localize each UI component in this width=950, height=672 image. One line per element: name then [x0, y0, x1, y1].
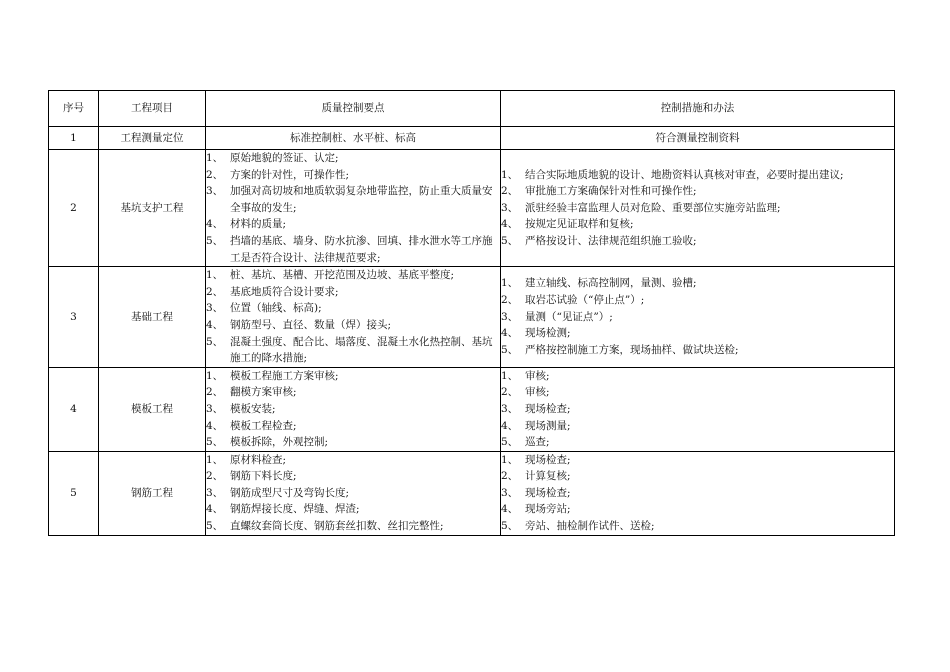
list-item: 3、 钢筋成型尺寸及弯钩长度; [206, 486, 350, 499]
list-item: 4、 现场测量; [501, 419, 571, 432]
row-control-points [206, 367, 501, 451]
list-item: 2、 计算复核; [501, 470, 571, 483]
list-item: 2、 审核; [501, 386, 550, 399]
header-serial-no: 序号 [49, 91, 99, 127]
list-item: 3、 量测（“见证点”）; [501, 310, 613, 323]
list-item: 1、 模板工程施工方案审核; [206, 369, 339, 382]
list-item: 2、 取岩芯试验（“停止点”）; [501, 294, 645, 307]
list-item: 5、 模板拆除，外观控制; [206, 436, 329, 449]
list-item: 1、 现场检查; [501, 453, 571, 466]
list-item: 5、 旁站、抽检制作试件、送检; [501, 520, 655, 533]
row-number: 3 [49, 267, 99, 368]
list-item: 2、 基底地质符合设计要求; [206, 285, 339, 298]
list-item: 3、 加强对高切坡和地质软弱复杂地带监控，防止重大质量安全事故的发生; [206, 185, 493, 214]
row-control-points [206, 150, 501, 267]
list-item: 5、 挡墙的基底、墙身、防水抗渗、回填、排水泄水等工序施工是否符合设计、法律规范要求; [206, 234, 493, 264]
list-item: 4、 按规定见证取样和复核; [501, 218, 634, 231]
list-item: 5、 严格按控制施工方案，现场抽样、做试块送检; [501, 343, 739, 356]
row-control-measures [501, 451, 895, 535]
row-control-measures [501, 267, 895, 368]
list-item: 1、 结合实际地质地貌的设计、地勘资料认真核对审查，必要时提出建议; [501, 168, 844, 181]
list-item: 3、 现场检查; [501, 486, 571, 499]
list-item: 1、 建立轴线、标高控制网，量测、验槽; [501, 277, 697, 290]
row-control-points: 标准控制桩、水平桩、标高 [206, 127, 501, 150]
row-number: 4 [49, 367, 99, 451]
header-project: 工程项目 [99, 91, 206, 127]
list-item: 4、 材料的质量; [206, 218, 287, 231]
table-header-row [49, 91, 895, 127]
list-item: 3、 模板安装; [206, 402, 276, 415]
row-control-points [206, 451, 501, 535]
list-item: 3、 现场检查; [501, 402, 571, 415]
list-item: 5、 混凝土强度、配合比、塌落度、混凝土水化热控制、基坑施工的降水措施; [206, 335, 493, 365]
row-control-points [206, 267, 501, 368]
row-control-measures [501, 150, 895, 267]
list-item: 2、 翻模方案审核; [206, 386, 297, 399]
list-item: 4、 现场旁站; [501, 503, 571, 516]
row-number: 2 [49, 150, 99, 267]
row-control-measures: 符合测量控制资料 [501, 127, 895, 150]
list-item: 3、 位置（轴线、标高); [206, 302, 322, 315]
list-item: 5、 巡查; [501, 436, 550, 449]
row-project: 工程测量定位 [99, 127, 206, 150]
table-row [49, 451, 895, 535]
header-control-points: 质量控制要点 [206, 91, 501, 127]
table-row [49, 127, 895, 150]
list-item: 4、 钢筋焊接长度、焊缝、焊渣; [206, 503, 360, 516]
list-item: 2、 钢筋下料长度; [206, 470, 297, 483]
list-item: 1、 桩、基坑、基槽、开挖范围及边坡、基底平整度; [206, 269, 455, 282]
table-row [49, 150, 895, 267]
list-item: 3、 派驻经验丰富监理人员对危险、重要部位实施旁站监理; [501, 201, 781, 214]
list-item: 1、 原材料检查; [206, 453, 287, 466]
header-control-measures: 控制措施和办法 [501, 91, 895, 127]
list-item: 1、 原始地貌的签证、认定; [206, 152, 339, 164]
row-project: 钢筋工程 [99, 451, 206, 535]
list-item: 2、 审批施工方案确保针对性和可操作性; [501, 185, 697, 198]
list-item: 2、 方案的针对性，可操作性; [206, 168, 350, 181]
table-row [49, 267, 895, 368]
row-number: 1 [49, 127, 99, 150]
list-item: 5、 直螺纹套筒长度、钢筋套丝扣数、丝扣完整性; [206, 520, 444, 533]
row-project: 基础工程 [99, 267, 206, 368]
list-item: 1、 审核; [501, 369, 550, 382]
list-item: 4、 模板工程检查; [206, 419, 297, 432]
table-row [49, 367, 895, 451]
quality-control-table [48, 90, 895, 536]
row-number: 5 [49, 451, 99, 535]
list-item: 5、 严格按设计、法律规范组织施工验收; [501, 234, 697, 247]
row-control-measures [501, 367, 895, 451]
row-project: 模板工程 [99, 367, 206, 451]
list-item: 4、 现场检测; [501, 327, 571, 340]
list-item: 4、 钢筋型号、直径、数量（焊）接头; [206, 318, 392, 331]
row-project: 基坑支护工程 [99, 150, 206, 267]
